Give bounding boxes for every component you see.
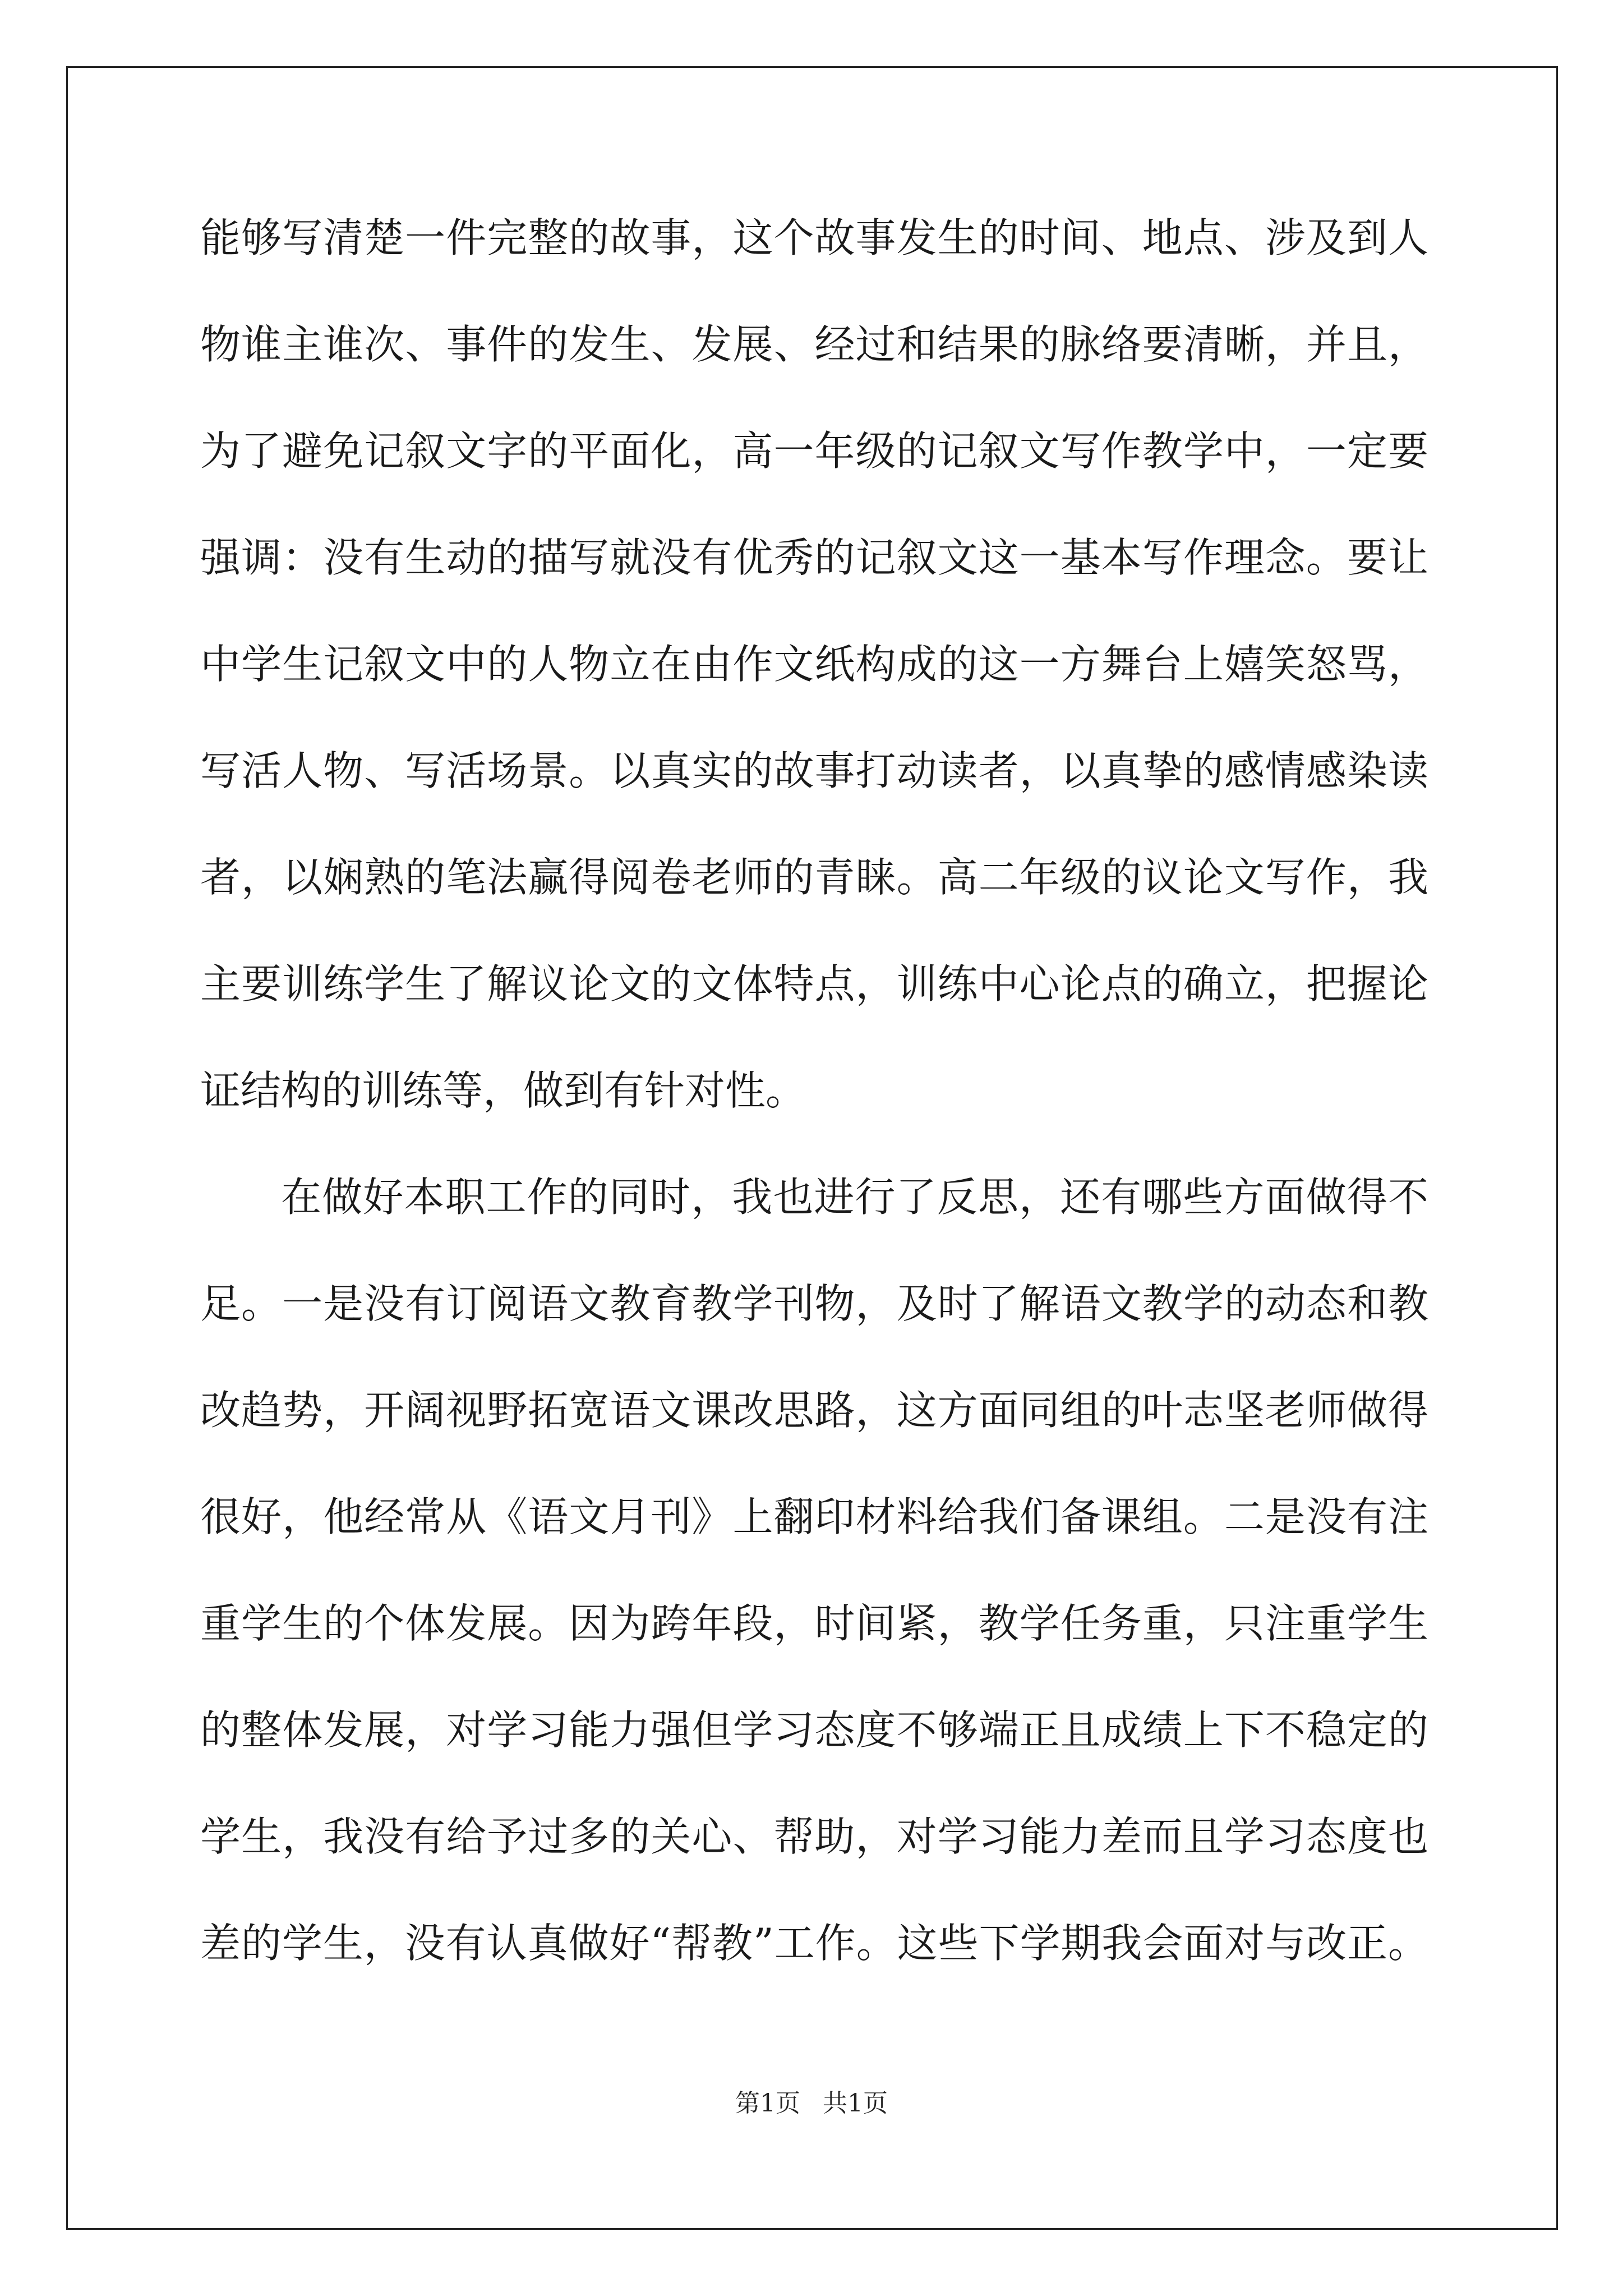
paragraph-line: 为了避免记叙文字的平面化，高一年级的记叙文写作教学中，一定要 [200, 427, 1428, 475]
total-pages: 共1页 [823, 2089, 888, 2118]
paragraph-line: 者，以娴熟的笔法赢得阅卷老师的青睐。高二年级的议论文写作，我 [200, 854, 1428, 901]
paragraph-line: 差的学生，没有认真做好“帮教”工作。这些下学期我会面对与改正。 [200, 1920, 1428, 1967]
paragraph-line: 学生，我没有给予过多的关心、帮助，对学习能力差而且学习态度也 [200, 1813, 1428, 1860]
document-body [200, 212, 1428, 2024]
paragraph-line: 强调：没有生动的描写就没有优秀的记叙文这一基本写作理念。要让 [200, 534, 1428, 581]
paragraph-line: 证结构的训练等，做到有针对性。 [200, 1067, 806, 1114]
paragraph-line: 的整体发展，对学习能力强但学习态度不够端正且成绩上下不稳定的 [200, 1706, 1428, 1754]
paragraph-line: 主要训练学生了解议论文的文体特点，训练中心论点的确立，把握论 [200, 960, 1428, 1007]
paragraph-line: 中学生记叙文中的人物立在由作文纸构成的这一方舞台上嬉笑怒骂， [200, 641, 1428, 688]
paragraph-line: 足。一是没有订阅语文教育教学刊物，及时了解语文教学的动态和教 [200, 1280, 1428, 1327]
paragraph-1 [200, 212, 1428, 1171]
paragraph-line: 很好，他经常从《语文月刊》上翻印材料给我们备课组。二是没有注 [200, 1493, 1428, 1540]
paragraph-line: 写活人物、写活场景。以真实的故事打动读者，以真挚的感情感染读 [200, 747, 1428, 794]
paragraph-line: 物谁主谁次、事件的发生、发展、经过和结果的脉络要清晰，并且， [200, 321, 1428, 368]
paragraph-line: 重学生的个体发展。因为跨年段，时间紧，教学任务重，只注重学生 [200, 1600, 1428, 1647]
page-footer [0, 2088, 1623, 2119]
paragraph-2 [200, 1171, 1428, 2024]
paragraph-line: 在做好本职工作的同时，我也进行了反思，还有哪些方面做得不 [281, 1174, 1428, 1221]
paragraph-line: 能够写清楚一件完整的故事，这个故事发生的时间、地点、涉及到人 [200, 214, 1428, 261]
page-number: 第1页 [735, 2089, 800, 2118]
paragraph-line: 改趋势，开阔视野拓宽语文课改思路，这方面同组的叶志坚老师做得 [200, 1387, 1428, 1434]
